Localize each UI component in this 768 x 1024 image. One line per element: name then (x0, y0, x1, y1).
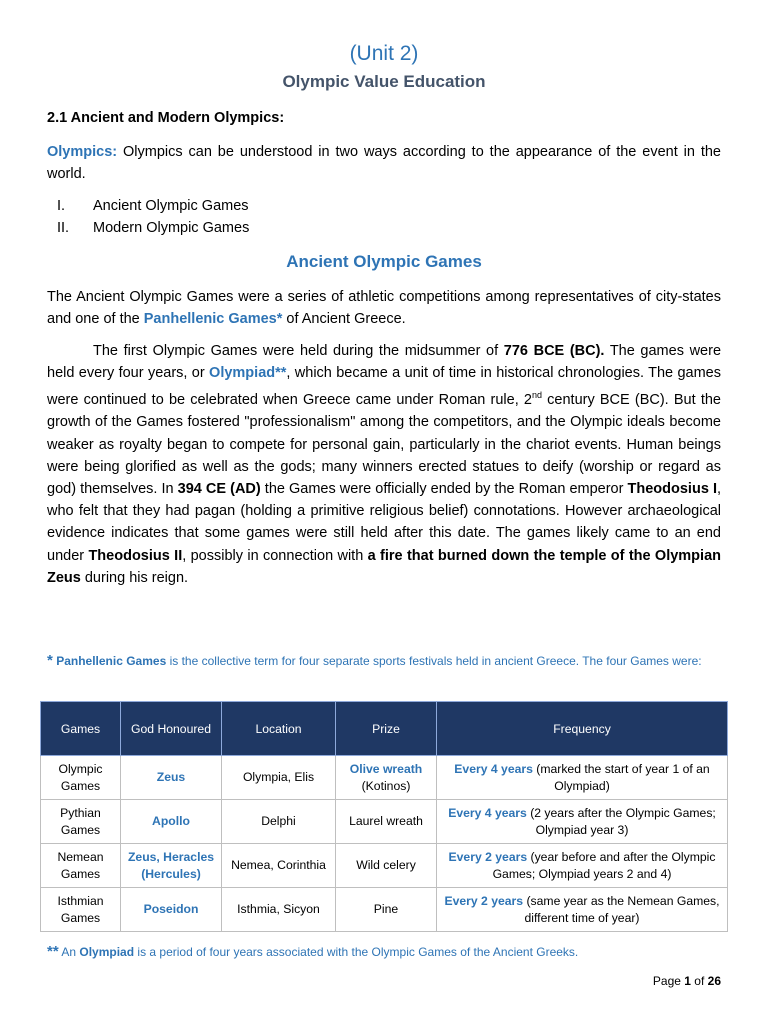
p2-text-f: , who felt that they had pagan (holding a primitive religious belief) connotations. However archaeological evidence indicates that some games were still held after this date. The games likely came to an end under (47, 481, 722, 564)
footnote-text-a: An (58, 945, 80, 959)
total-pages: 26 (707, 974, 721, 988)
section-heading: 2.1 Ancient and Modern Olympics: (47, 110, 285, 126)
panhellenic-link: Panhellenic Games* (143, 311, 283, 328)
list-number: II. (57, 220, 70, 236)
cell-frequency (437, 844, 728, 888)
first-games-date: 776 BCE (BC). (503, 343, 605, 359)
page-of: of (690, 974, 708, 988)
cell-god: Zeus (121, 756, 222, 800)
footnote-olympiad (47, 942, 727, 962)
intro-lead: Olympics: (47, 144, 118, 160)
p2-text-a: The first Olympic Games were held during the midsummer of (93, 343, 504, 359)
page-number (653, 974, 721, 988)
cell-frequency (437, 756, 728, 800)
table-row (41, 888, 728, 932)
emperor-theodosius-i: Theodosius I (627, 481, 717, 498)
footnote-term: Panhellenic Games (56, 654, 167, 668)
p2-text-b: The games were held every four years, or (47, 343, 722, 382)
list-text: Modern Olympic Games (93, 220, 250, 236)
p2-text-e: the Games were officially ended by the Roman emperor (260, 481, 628, 498)
column-header-location: Location (222, 702, 336, 756)
olympiad-link: Olympiad** (209, 365, 287, 382)
current-page: 1 (684, 974, 691, 988)
cell-god: Apollo (121, 800, 222, 844)
frequency-text: (marked the start of year 1 of an Olympiad) (532, 761, 710, 793)
footnote-term: Olympiad (79, 945, 135, 959)
table-row (41, 756, 728, 800)
cell-location: Delphi (222, 800, 336, 844)
footnote-star: * (47, 652, 53, 669)
prize-accent: Olive wreath (349, 761, 423, 776)
cell-prize: Wild celery (336, 844, 437, 888)
p2-text-d: century BCE (BC). But the growth of the Games fostered "professionalism" among the competitors, and the Olympic ideals become weaker as royalty began to compete for personal gain, particularly in the chariot events. Human beings were being glorified as well as the gods; many winners erected statues to deify (worship or regard as god) themselves. In (47, 392, 721, 498)
unit-title: (Unit 2) (349, 42, 419, 65)
cell-frequency (437, 888, 728, 932)
column-header-games: Games (41, 702, 121, 756)
temple-fire: a fire that burned down the temple of the Olympian Zeus (47, 547, 721, 586)
table-header-row (41, 702, 728, 756)
page-label: Page (652, 974, 685, 988)
cell-location: Olympia, Elis (222, 756, 336, 800)
p2-text-h: during his reign. (80, 569, 189, 586)
table-row (41, 800, 728, 844)
ancient-paragraph-1 (47, 286, 721, 330)
frequency-accent: Every 2 years (448, 849, 528, 864)
footnote-text-b: is a period of four years associated with the Olympic Games of the Ancient Greeks. (134, 945, 579, 959)
table-row (41, 844, 728, 888)
cell-prize: Pine (336, 888, 437, 932)
list-number: I. (57, 198, 66, 214)
cell-game: Isthmian Games (41, 888, 121, 932)
frequency-accent: Every 2 years (444, 893, 524, 908)
ancient-paragraph-2 (47, 340, 721, 589)
footnote-text: is the collective term for four separate sports festivals held in ancient Greece. The four Games were: (166, 654, 702, 668)
olympics-type-list (47, 195, 249, 239)
intro-paragraph (47, 141, 721, 185)
cell-prize: Laurel wreath (336, 800, 437, 844)
frequency-text: (same year as the Nemean Games, different time of year) (523, 893, 720, 925)
prize-text: (Kotinos) (361, 778, 411, 793)
frequency-accent: Every 4 years (448, 805, 527, 820)
cell-frequency (437, 800, 728, 844)
p1-text-a: The Ancient Olympic Games were a series of athletic competitions among representatives of city-states and one of the (47, 289, 721, 328)
cell-game: Nemean Games (41, 844, 121, 888)
cell-game: Pythian Games (41, 800, 121, 844)
list-text: Ancient Olympic Games (93, 198, 249, 214)
intro-text: Olympics can be understood in two ways according to the appearance of the event in the world. (47, 144, 721, 183)
emperor-theodosius-ii: Theodosius II (88, 547, 183, 564)
cell-location: Isthmia, Sicyon (222, 888, 336, 932)
list-item (47, 217, 249, 239)
frequency-accent: Every 4 years (454, 761, 533, 776)
cell-location: Nemea, Corinthia (222, 844, 336, 888)
p1-text-b: of Ancient Greece. (282, 311, 406, 328)
p2-text-c: , which became a unit of time in historical chronologies. The games were continued to be celebrated when Greece came under Roman rule, 2 (47, 365, 721, 409)
cell-game: Olympic Games (41, 756, 121, 800)
column-header-god: God Honoured (121, 702, 222, 756)
unit-subtitle: Olympic Value Education (282, 72, 486, 91)
list-item (47, 195, 249, 217)
end-games-date: 394 CE (AD) (177, 481, 261, 498)
column-header-prize: Prize (336, 702, 437, 756)
cell-prize (336, 756, 437, 800)
footnote-star: ** (47, 943, 59, 960)
ancient-games-heading: Ancient Olympic Games (286, 252, 482, 271)
footnote-panhellenic (47, 651, 727, 671)
cell-god: Zeus, Heracles (Hercules) (121, 844, 222, 888)
superscript: nd (531, 390, 542, 401)
frequency-text: (year before and after the Olympic Games; Olympiad years 2 and 4) (492, 849, 716, 881)
frequency-text: (2 years after the Olympic Games; Olympiad year 3) (526, 805, 716, 837)
p2-text-g: , possibly in connection with (182, 547, 368, 564)
cell-god: Poseidon (121, 888, 222, 932)
column-header-frequency: Frequency (437, 702, 728, 756)
panhellenic-games-table (40, 701, 727, 932)
